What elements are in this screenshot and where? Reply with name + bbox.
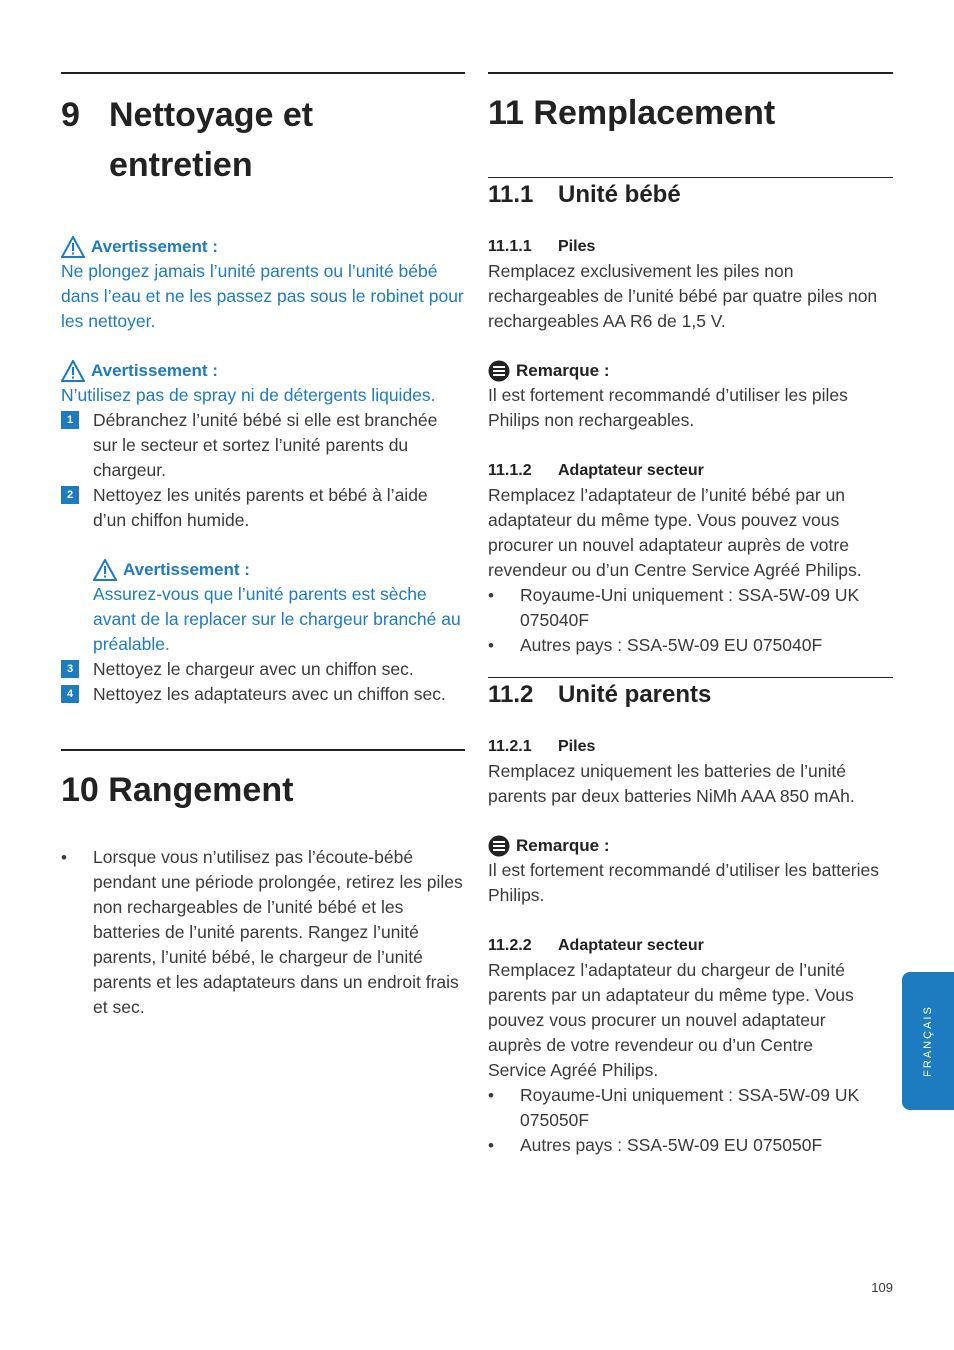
step-item: [61, 483, 465, 533]
section-rule: [488, 72, 893, 74]
paragraph: Remplacez l’adaptateur de l’unité bébé par un adaptateur du même type. Vous pouvez vous procurer un nouvel adaptateur auprès de votre revendeur ou d’un Centre Service Agréé Philips.: [488, 485, 862, 580]
bullet-dot: •: [488, 1086, 494, 1105]
section-rule: [61, 72, 465, 74]
warning-block: [61, 234, 465, 334]
warning-block: [93, 557, 465, 657]
subsection-number: 11.1: [488, 181, 534, 208]
subsubsection-heading: [488, 234, 893, 259]
bullet-dot: •: [488, 1136, 494, 1155]
step-text: Débranchez l’unité bébé si elle est branchée sur le secteur et sortez l’unité parents du chargeur.: [93, 410, 438, 480]
paragraph: Remplacez uniquement les batteries de l’unité parents par deux batteries NiMh AAA 850 mAh.: [488, 761, 855, 806]
bullet-item: [488, 1133, 893, 1158]
bullet-text: Royaume-Uni uniquement : SSA-5W-09 UK 075050F: [520, 1085, 860, 1130]
subsubsection-heading: [488, 734, 893, 759]
subsubsection-heading: [488, 933, 893, 958]
note-block: [488, 358, 893, 433]
warning-text: Assurez-vous que l’unité parents est sèche avant de la replacer sur le chargeur branché au préalable.: [93, 584, 461, 654]
language-tab: [902, 972, 954, 1110]
subsubsection-title: Adaptateur secteur: [558, 937, 704, 954]
step-number: 2: [61, 486, 79, 504]
subsubsection-title: Piles: [558, 738, 596, 755]
warning-text: Ne plongez jamais l’unité parents ou l’unité bébé dans l’eau et ne les passez pas sous le robinet pour les nettoyer.: [61, 261, 464, 331]
subsubsection-number: 11.2.2: [488, 937, 532, 954]
language-tab-label: FRANÇAIS: [922, 1005, 934, 1077]
section-title: Nettoyage et entretien: [109, 96, 314, 184]
bullet-dot: •: [488, 636, 494, 655]
step-number: 4: [61, 685, 79, 703]
note-text: Il est fortement recommandé d’utiliser les batteries Philips.: [488, 860, 879, 905]
step-item: [61, 408, 465, 483]
section-11-heading: 11 Remplacement: [488, 94, 776, 132]
warning-icon: [61, 360, 85, 382]
subsection-title: Unité parents: [558, 681, 712, 708]
bullet-text: Autres pays : SSA-5W-09 EU 075050F: [520, 1135, 823, 1155]
bullet-item: [61, 845, 465, 1020]
section-9-heading: [61, 90, 465, 190]
note-label: Remarque :: [516, 361, 610, 380]
subsection-rule: [488, 677, 893, 678]
subsection-heading: [488, 179, 893, 211]
note-text: Il est fortement recommandé d’utiliser les piles Philips non rechargeables.: [488, 385, 848, 430]
note-block: [488, 833, 893, 908]
subsection-heading: [488, 679, 893, 711]
bullet-item: [488, 633, 893, 658]
bullet-item: [488, 583, 893, 633]
section-number: 9: [61, 96, 80, 134]
subsubsection-title: Piles: [558, 238, 596, 255]
section-rule: [61, 749, 465, 751]
subsection-title: Unité bébé: [558, 181, 681, 208]
step-text: Nettoyez les unités parents et bébé à l’aide d’un chiffon humide.: [93, 485, 428, 530]
subsubsection-heading: [488, 458, 893, 483]
step-text: Nettoyez les adaptateurs avec un chiffon sec.: [93, 684, 446, 704]
note-icon: [488, 360, 510, 382]
bullet-item: [488, 1083, 893, 1133]
paragraph: Remplacez exclusivement les piles non rechargeables de l’unité bébé par quatre piles non rechargeables AA R6 de 1,5 V.: [488, 261, 878, 331]
subsubsection-number: 11.2.1: [488, 738, 532, 755]
left-column: [61, 72, 465, 1020]
note-label: Remarque :: [516, 836, 610, 855]
paragraph: Remplacez l’adaptateur du chargeur de l’unité parents par un adaptateur du même type. Vous pouvez vous procurer un nouvel adaptateur auprès de votre revendeur ou d’un Centre Service Agréé Philips.: [488, 960, 854, 1080]
step-number: 1: [61, 411, 79, 429]
warning-block: [61, 358, 465, 408]
warning-label: Avertissement :: [91, 237, 218, 256]
subsection-number: 11.2: [488, 681, 534, 708]
warning-text: N’utilisez pas de spray ni de détergents liquides.: [61, 385, 436, 405]
section-10-heading: 10 Rangement: [61, 771, 294, 809]
bullet-text: Autres pays : SSA-5W-09 EU 075040F: [520, 635, 823, 655]
warning-label: Avertissement :: [91, 361, 218, 380]
bullet-text: Lorsque vous n’utilisez pas l’écoute-bébé pendant une période prolongée, retirez les piles non rechargeables de l’unité bébé et les batteries de l’unité parents. Rangez l’unité parents, l’unité bébé, le chargeur de l’unité parents et les adaptateurs dans un endroit frais et sec.: [93, 847, 463, 1017]
step-item: [61, 682, 465, 707]
note-icon: [488, 835, 510, 857]
subsection-rule: [488, 177, 893, 178]
right-column: [488, 72, 893, 1158]
bullet-text: Royaume-Uni uniquement : SSA-5W-09 UK 075040F: [520, 585, 860, 630]
bullet-dot: •: [488, 586, 494, 605]
subsubsection-title: Adaptateur secteur: [558, 462, 704, 479]
step-text: Nettoyez le chargeur avec un chiffon sec.: [93, 659, 414, 679]
subsubsection-number: 11.1.1: [488, 238, 532, 255]
step-item: [61, 657, 465, 682]
step-number: 3: [61, 660, 79, 678]
bullet-dot: •: [61, 848, 67, 867]
warning-icon: [93, 559, 117, 581]
warning-icon: [61, 236, 85, 258]
subsubsection-number: 11.1.2: [488, 462, 532, 479]
warning-label: Avertissement :: [123, 560, 250, 579]
page-number: 109: [871, 1280, 893, 1295]
